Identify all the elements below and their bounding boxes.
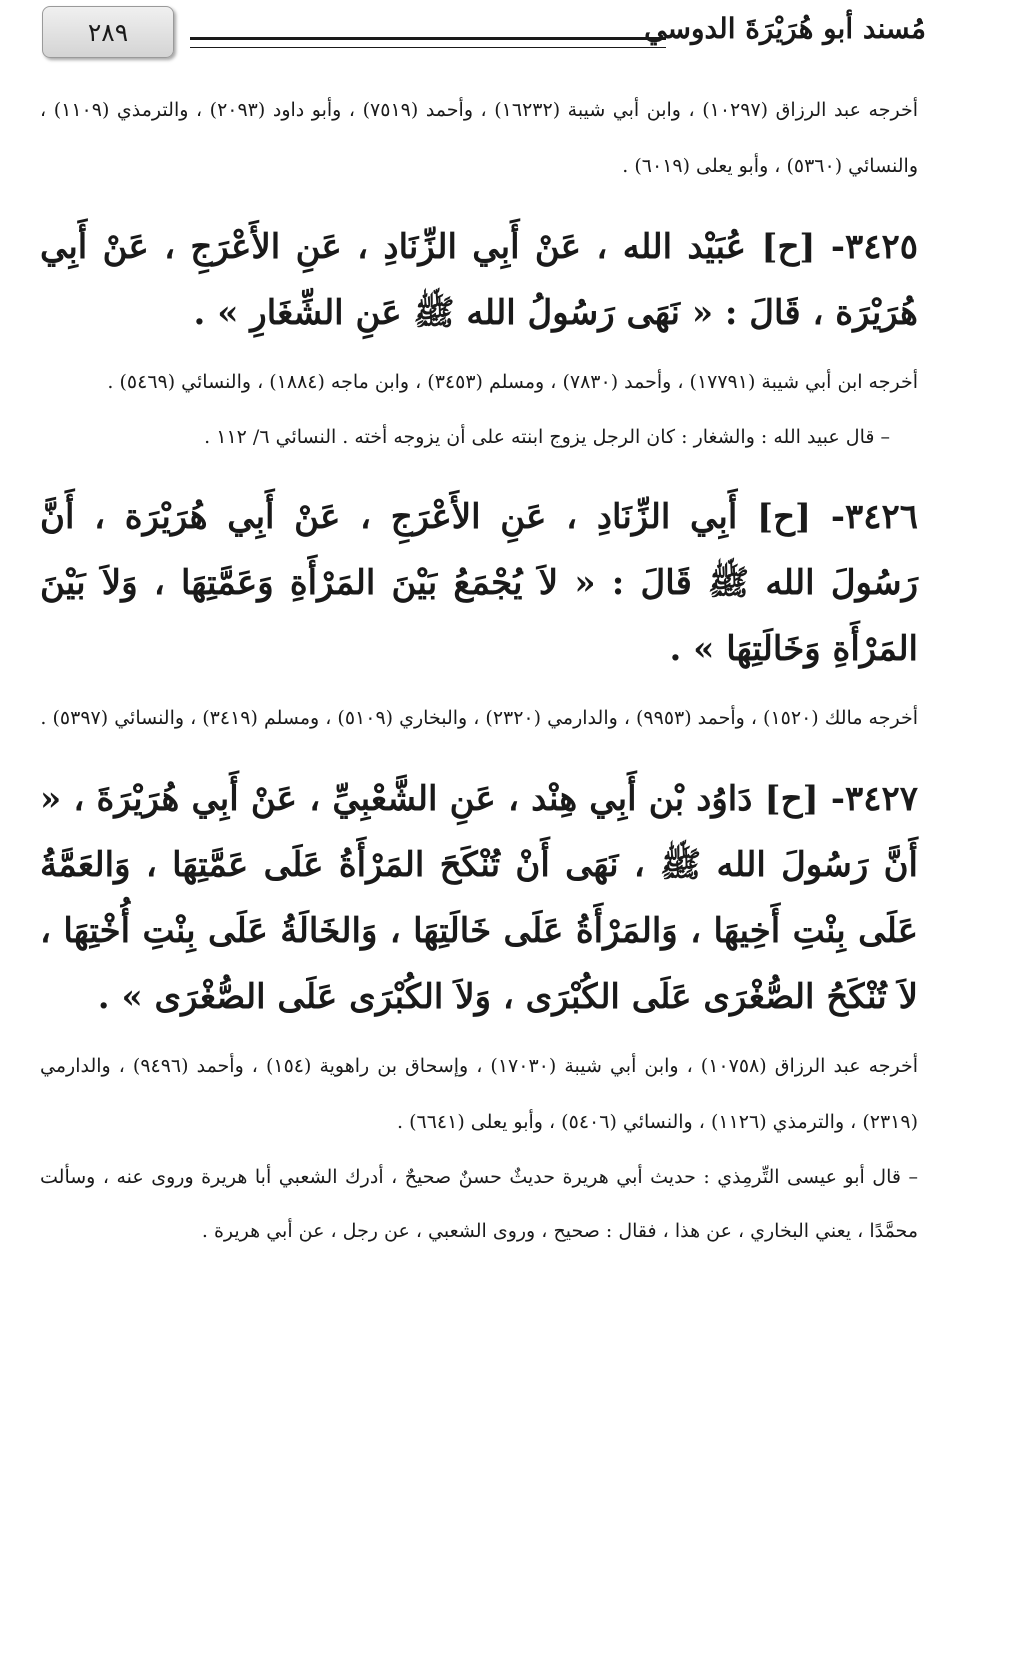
hadith-3426: ٣٤٢٦- [ح] أَبِي الزِّنَادِ ، عَنِ الأَعْرَجِ ، عَنْ أَبِي هُرَيْرَة ، أَنَّ رَسُولَ الله ﷺ قَالَ : « لاَ يُجْمَعُ بَيْنَ المَرْأَةِ وَعَمَّتِهَا ، وَلاَ بَيْنَ المَرْأَةِ وَخَالَتِهَا » . <box>40 497 918 669</box>
hadith-3425: ٣٤٢٥- [ح] عُبَيْد الله ، عَنْ أَبِي الزِّنَادِ ، عَنِ الأَعْرَجِ ، عَنْ أَبِي هُرَيْرَة ، قَالَ : « نَهَى رَسُولُ الله ﷺ عَنِ الشِّغَارِ » . <box>40 227 918 333</box>
header-rule <box>190 37 666 48</box>
page-number-tab: ٢٨٩ <box>42 6 174 58</box>
takhrij-3425: أخرجه ابن أبي شيبة (١٧٧٩١) ، وأحمد (٧٨٣٠) ، ومسلم (٣٤٥٣) ، وابن ماجه (١٨٨٤) ، والنسائي (٥٤٦٩) . <box>107 371 918 393</box>
hadith-3427: ٣٤٢٧- [ح] دَاوُد بْن أَبِي هِنْد ، عَنِ الشَّعْبِيِّ ، عَنْ أَبِي هُرَيْرَةَ ، « أَنَّ رَسُولَ الله ﷺ ، نَهَى أَنْ تُنْكَحَ المَرْأَةُ عَلَى عَمَّتِهَا ، وَالعَمَّةُ عَلَى بِنْتِ أَخِيهَا ، وَالمَرْأَةُ عَلَى خَالَتِهَا ، وَالخَالَةُ عَلَى بِنْتِ أُخْتِهَا ، لاَ تُنْكَحُ الصُّغْرَى عَلَى الكُبْرَى ، وَلاَ الكُبْرَى عَلَى الصُّغْرَى » . <box>40 779 918 1017</box>
note-3427: – قال أبو عيسى التِّرمِذي : حديث أبي هريرة حديثٌ حسنٌ صحيحٌ ، أدرك الشعبي أبا هريرة وروى عنه ، وسألت محمَّدًا ، يعني البخاري ، عن هذا ، فقال : صحيح ، وروى الشعبي ، عن رجل ، عن أبي هريرة . <box>40 1166 918 1242</box>
page-body <box>40 82 918 1258</box>
takhrij-3426: أخرجه مالك (١٥٢٠) ، وأحمد (٩٩٥٣) ، والدارمي (٢٣٢٠) ، والبخاري (٥١٠٩) ، ومسلم (٣٤١٩) ، والنسائي (٥٣٩٧) . <box>40 707 918 729</box>
takhrij-3427: أخرجه عبد الرزاق (١٠٧٥٨) ، وابن أبي شيبة (١٧٠٣٠) ، وإسحاق بن راهوية (١٥٤) ، وأحمد (٩٤٩٦) ، والدارمي (٢٣١٩) ، والترمذي (١١٢٦) ، والنسائي (٥٤٠٦) ، وأبو يعلى (٦٦٤١) . <box>40 1055 919 1133</box>
takhrij-3424: أخرجه عبد الرزاق (١٠٢٩٧) ، وابن أبي شيبة (١٦٢٣٢) ، وأحمد (٧٥١٩) ، وأبو داود (٢٠٩٣) ، والترمذي (١١٠٩) ، والنسائي (٥٣٦٠) ، وأبو يعلى (٦٠١٩) . <box>40 99 918 177</box>
note-3425: – قال عبيد الله : والشغار : كان الرجل يزوج ابنته على أن يزوجه أخته . النسائي ٦/ ١١٢ . <box>204 426 890 448</box>
running-title: مُسند أبو هُرَيْرَةَ الدوسي <box>644 12 926 45</box>
page-header <box>36 0 926 70</box>
